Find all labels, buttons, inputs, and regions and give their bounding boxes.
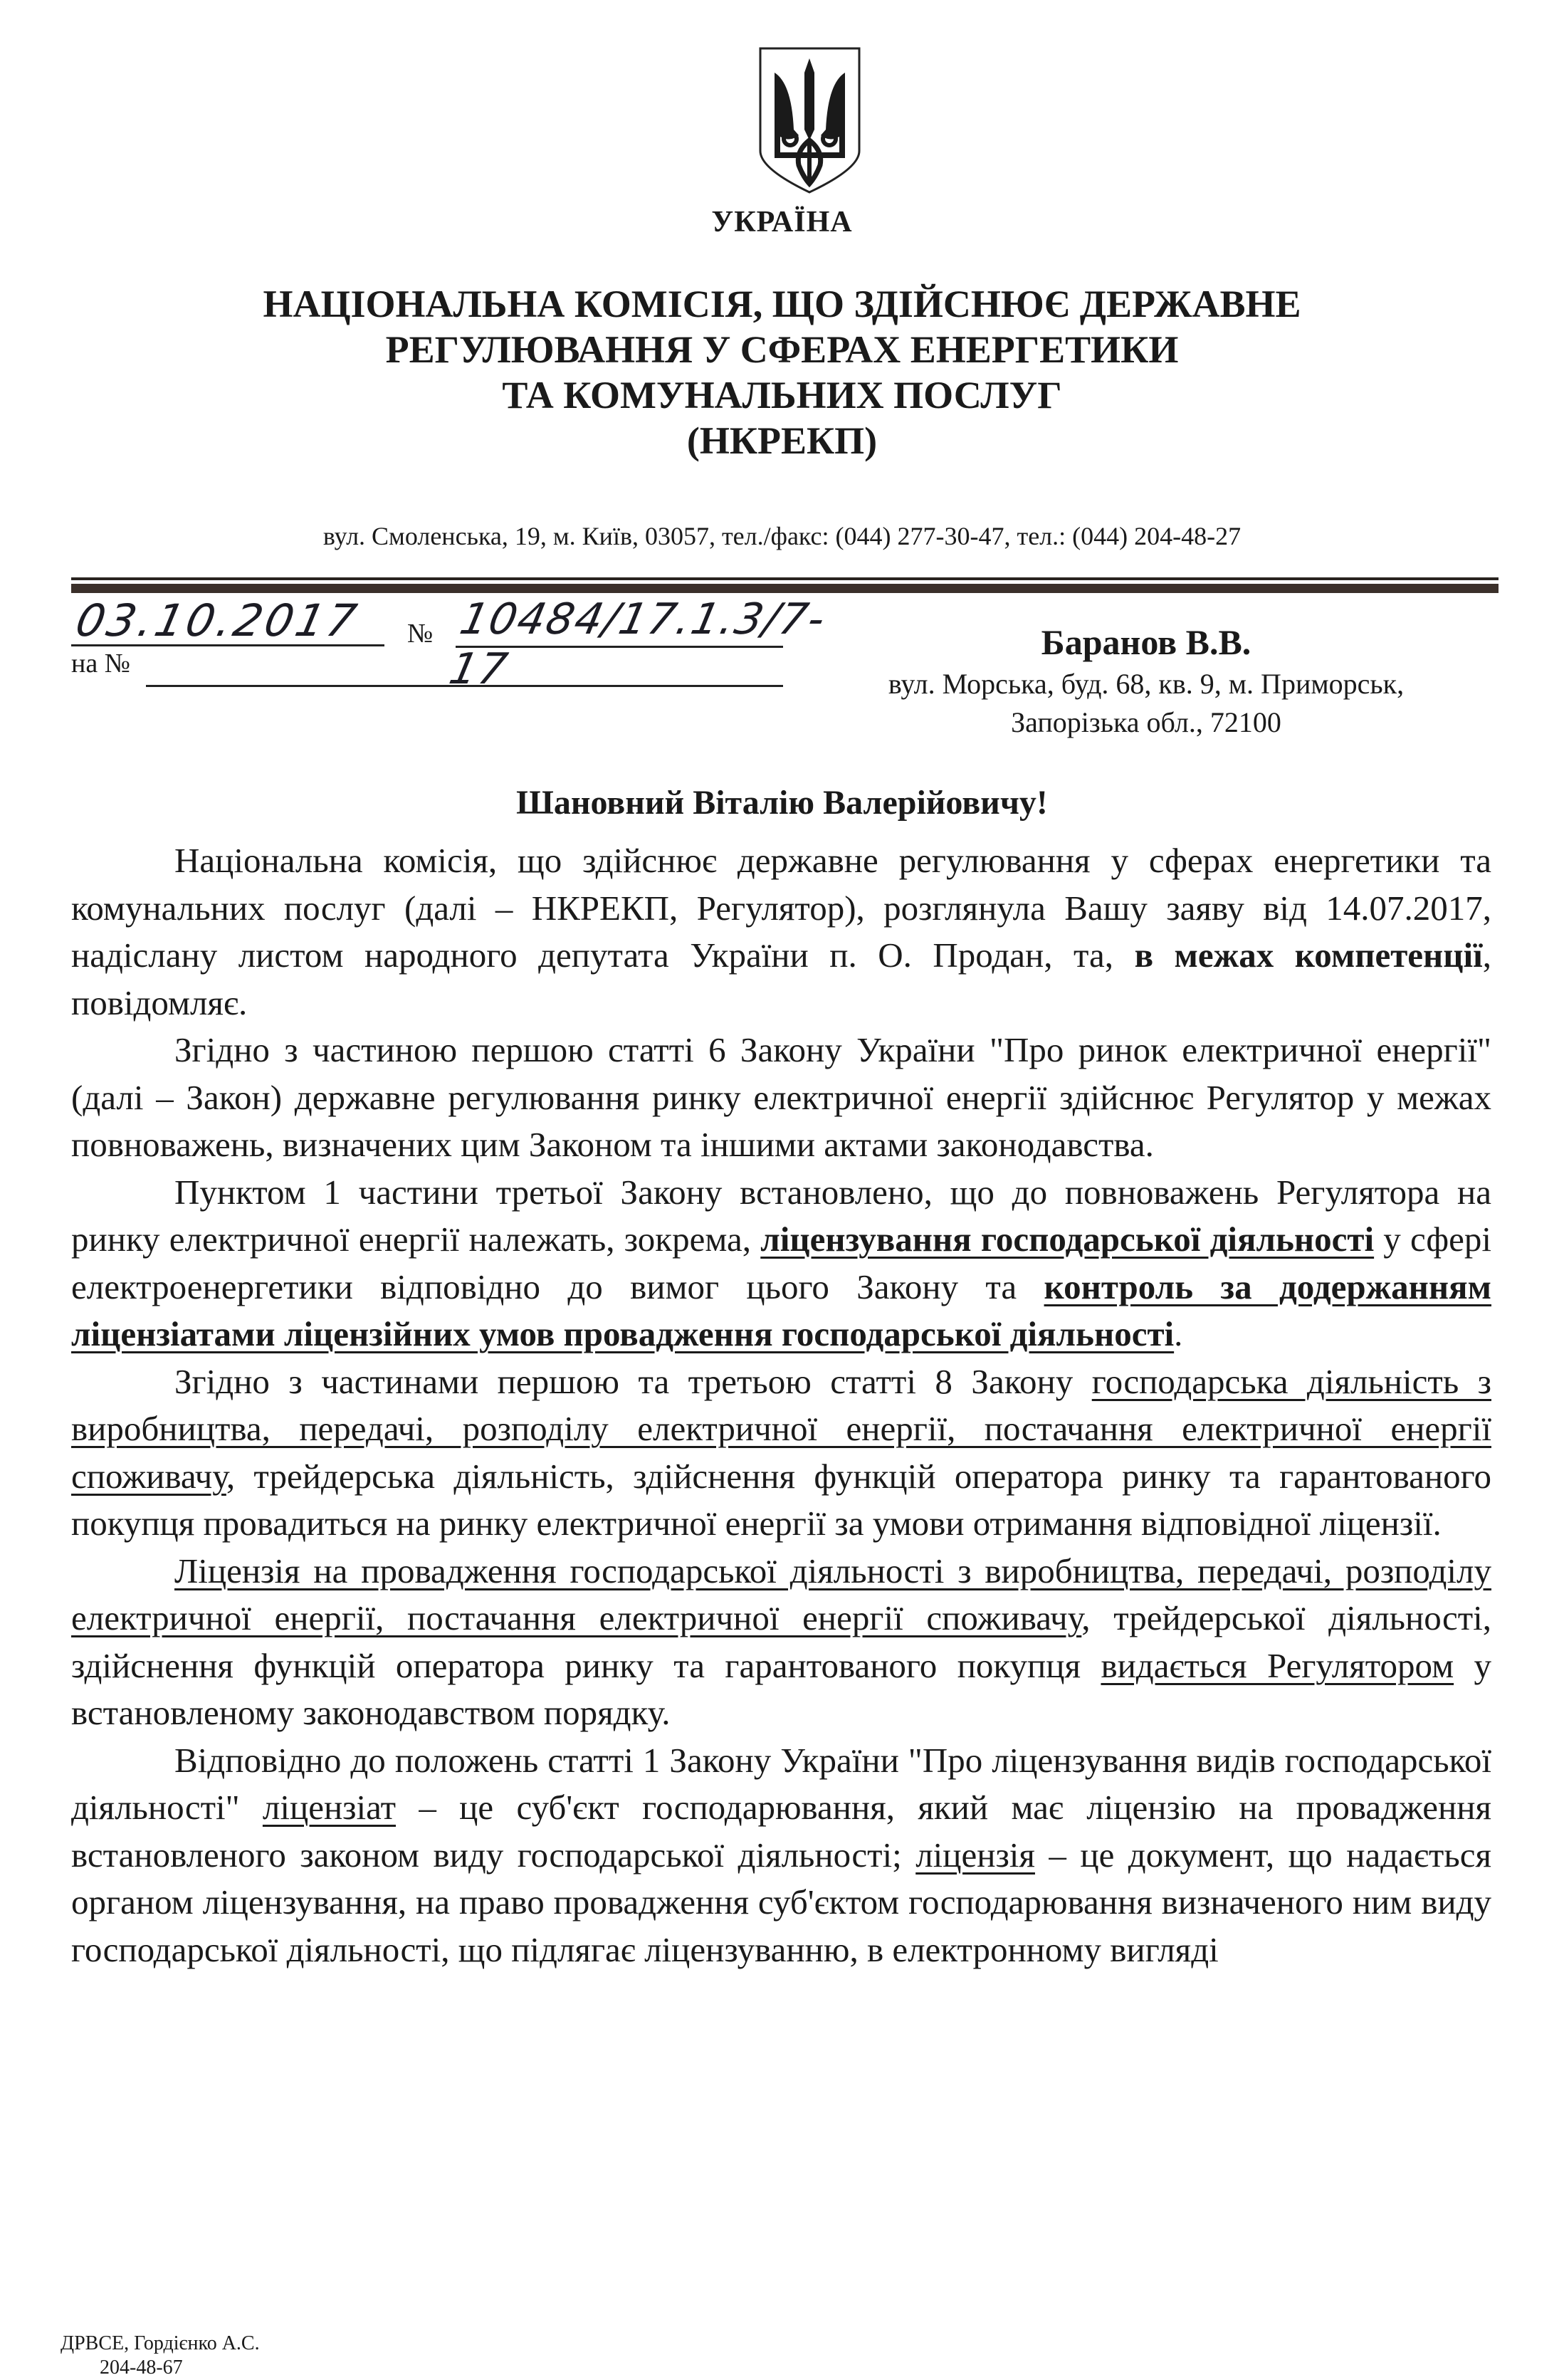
organization-contacts: вул. Смоленська, 19, м. Київ, 03057, тел./факс: (044) 277-30-47, тел.: (044) 204-48-27 — [322, 522, 1242, 550]
organization-title-line: НАЦІОНАЛЬНА КОМІСІЯ, ЩО ЗДІЙСНЮЄ ДЕРЖАВНЕ — [263, 283, 1301, 325]
paragraph-text: Пунктом 1 частини третьої Закону встановлено, що до повноважень Регулятора на ринку електричної енергії належать, зокрема, — [71, 1172, 1491, 1259]
paragraph-text: Відповідно до положень статті 1 Закону України "Про ліцензування видів господарської діяльності" — [71, 1740, 1491, 1827]
organization-title — [0, 281, 1564, 463]
organization-abbreviation: (НКРЕКП) — [686, 419, 878, 462]
underlined-phrase: видається Регулятором — [1101, 1645, 1454, 1685]
executor-phone: 204-48-67 — [100, 2357, 183, 2379]
paragraph: Згідно з частиною першою статті 6 Закону України "Про ринок електричної енергії" (далі – Закон) державне регулювання ринку електричної енергії здійснює Регулятор у межах повноважень, визначених цим Законом та іншими актами законодавства. — [71, 1030, 1491, 1164]
paragraph-text: Згідно з частинами першою та третьою статті 8 Закону — [174, 1361, 1092, 1401]
underlined-phrase: Ліцензія на провадження господарської діяльності з виробництва, передачі, розподілу електричної енергії, постачання електричної енергії споживачу — [71, 1551, 1491, 1637]
header-divider-thin — [71, 577, 1499, 580]
underlined-phrase: ліцензування господарської діяльності — [760, 1220, 1375, 1259]
country-name: УКРАЇНА — [711, 206, 853, 238]
recipient-block — [840, 619, 1452, 742]
organization-title-line: РЕГУЛЮВАННЯ У СФЕРАХ ЕНЕРГЕТИКИ — [385, 328, 1179, 371]
outgoing-date-field — [71, 594, 384, 646]
paragraph-text: – це документ, що надається органом ліцензування, на право провадження суб'єктом господарювання визначеного ним виду господарської діяльності, що підлягає ліцензуванню, в електронному вигляді — [71, 1835, 1491, 1969]
outgoing-number-field — [445, 594, 831, 694]
paragraph-text: , повідомляє. — [71, 935, 1491, 1022]
organization-title-line: ТА КОМУНАЛЬНИХ ПОСЛУГ — [502, 374, 1062, 416]
underlined-phrase: контроль за додержанням ліцензіатами ліцензійних умов провадження господарської діяльності — [71, 1267, 1491, 1353]
reference-number-label: на № — [71, 649, 130, 678]
recipient-name: Баранов В.В. — [1041, 622, 1251, 662]
paragraph — [71, 1548, 1491, 1737]
recipient-address-line: Запорізька обл., 72100 — [1011, 706, 1281, 738]
executor-name: ДРВСЕ, Гордієнко А.С. — [61, 2332, 260, 2354]
bold-phrase: в межах компетенції — [1134, 935, 1483, 975]
paragraph-text: . — [1174, 1314, 1183, 1353]
underlined-phrase: господарська діяльність з виробництва, передачі, розподілу електричної енергії, постачання електричної енергії споживачу — [71, 1361, 1491, 1496]
paragraph — [71, 1358, 1491, 1548]
outgoing-number-label: № — [407, 619, 434, 649]
paragraph — [71, 837, 1491, 1027]
letter-body — [71, 837, 1491, 1973]
recipient-address-line: вул. Морська, буд. 68, кв. 9, м. Приморськ, — [888, 668, 1405, 700]
paragraph — [71, 1737, 1491, 1974]
executor-footer — [61, 2332, 260, 2380]
underlined-phrase: ліцензія — [915, 1835, 1035, 1875]
paragraph-text: у встановленому законодавством порядку. — [71, 1645, 1491, 1732]
salutation: Шановний Віталію Валерійовичу! — [516, 784, 1048, 822]
paragraph-text: у сфері електроенергетики відповідно до вимог цього Закону та — [71, 1220, 1491, 1306]
outgoing-date: 03.10.2017 — [71, 594, 364, 646]
underlined-phrase: ліцензіат — [262, 1788, 397, 1827]
outgoing-number: 10484/17.1.3/7-17 — [445, 594, 831, 694]
paragraph-text: , трейдерської діяльності, здійснення функцій оператора ринку та гарантованого покупця — [71, 1598, 1491, 1685]
paragraph — [71, 1169, 1491, 1358]
paragraph-text: – це суб'єкт господарювання, який має ліцензію на провадження встановленого законом виду господарської діяльності; — [71, 1788, 1491, 1875]
paragraph-text: Національна комісія, що здійснює державне регулювання у сферах енергетики та комунальних послуг (далі – НКРЕКП, Регулятор), розглянула Вашу заяву від 14.07.2017, надіслану листом народного депутата України п. О. Продан, та, — [71, 841, 1491, 975]
reference-number-field — [146, 662, 783, 687]
trident-coat-of-arms-icon — [755, 44, 865, 197]
paragraph-text: , трейдерська діяльність, здійснення функцій оператора ринку та гарантованого покупця провадиться на ринку електричної енергії за умови отримання відповідної ліцензії. — [71, 1456, 1491, 1543]
header-divider-thick — [71, 584, 1499, 593]
